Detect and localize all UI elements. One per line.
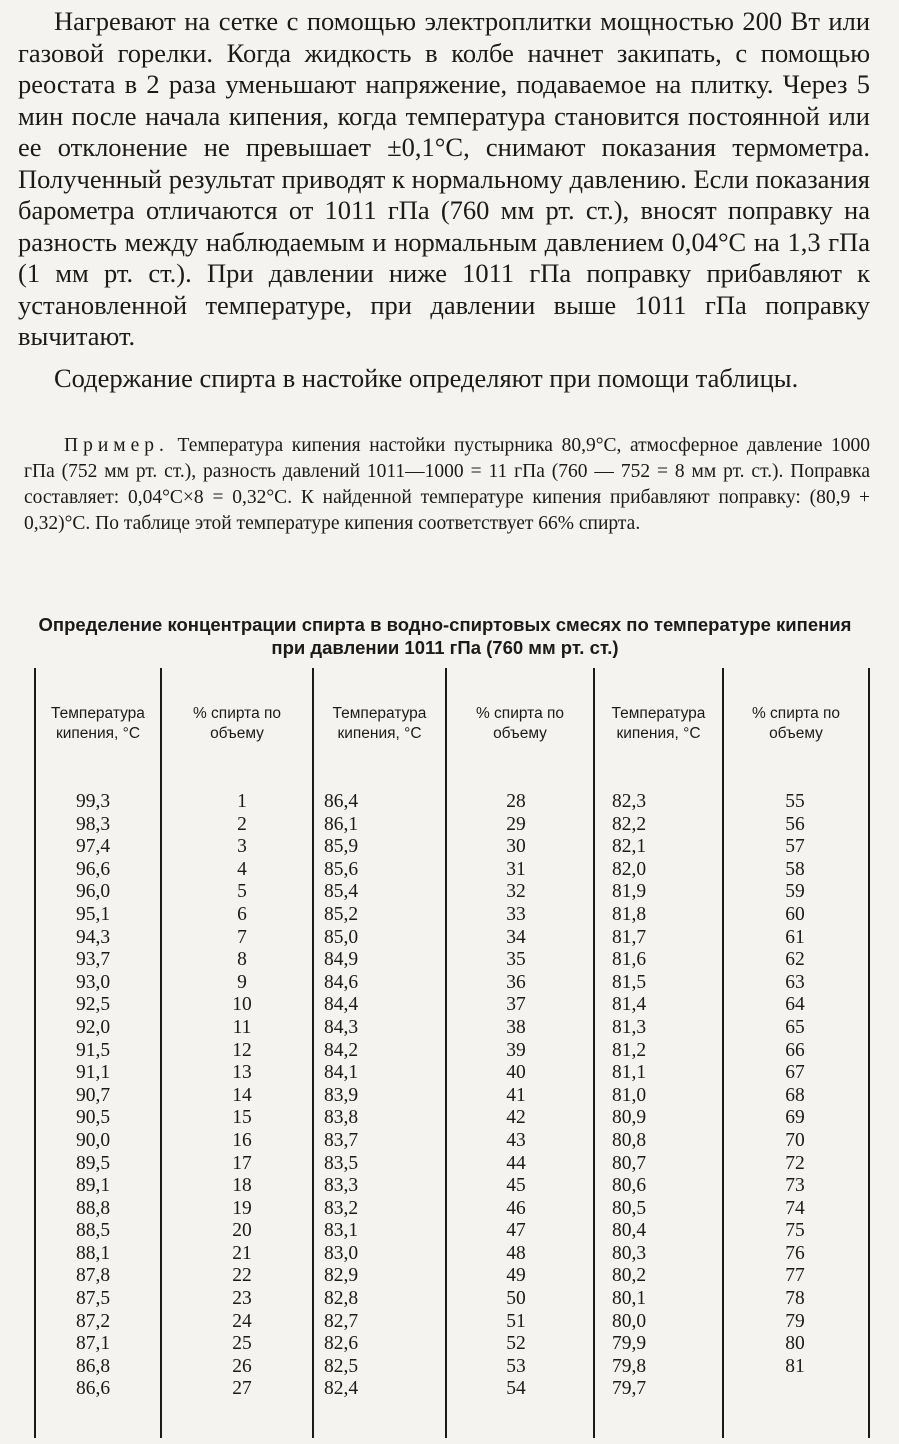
temperature-cell: 85,0	[324, 926, 359, 948]
table-divider	[593, 668, 595, 1438]
temperature-cell: 89,5	[76, 1152, 111, 1174]
percent-cell: 52	[506, 1333, 526, 1355]
temperature-cell: 80,7	[612, 1152, 647, 1174]
temperature-cell: 85,6	[324, 858, 359, 880]
temperature-cell: 95,1	[76, 903, 111, 925]
percent-cell: 66	[785, 1039, 805, 1061]
percent-cell: 54	[506, 1378, 526, 1400]
header-temperature	[314, 704, 445, 744]
percent-cell: 24	[232, 1310, 252, 1332]
percent-cell: 7	[237, 926, 247, 948]
percent-cell: 9	[237, 971, 247, 993]
percent-cell: 8	[237, 949, 247, 971]
percent-column	[775, 791, 815, 1378]
temperature-cell: 86,4	[324, 791, 359, 812]
percent-cell: 34	[506, 926, 526, 948]
table-divider	[722, 668, 724, 1438]
temperature-cell: 86,6	[76, 1378, 111, 1400]
temperature-cell: 80,8	[612, 1129, 647, 1151]
temperature-cell: 85,2	[324, 903, 359, 925]
percent-cell: 31	[506, 858, 526, 880]
percent-cell: 46	[506, 1197, 526, 1219]
percent-cell: 51	[506, 1310, 526, 1332]
temperature-cell: 80,4	[612, 1220, 647, 1242]
table-caption-line2: при давлении 1011 гПа (760 мм рт. ст.)	[271, 637, 619, 658]
temperature-cell: 80,0	[612, 1310, 647, 1332]
percent-cell: 23	[232, 1288, 252, 1310]
temperature-cell: 80,1	[612, 1288, 647, 1310]
temperature-cell: 84,6	[324, 971, 359, 993]
percent-cell: 38	[506, 1016, 526, 1038]
temperature-cell: 80,3	[612, 1242, 647, 1264]
header-temp-line1: Температура	[611, 705, 706, 722]
temperature-cell: 94,3	[76, 926, 111, 948]
table-border-left	[34, 668, 36, 1438]
percent-cell: 76	[785, 1242, 805, 1264]
percent-cell: 40	[506, 1062, 526, 1084]
header-pct-line1: % спирта по	[751, 705, 841, 722]
temperature-cell: 82,4	[324, 1378, 359, 1400]
percent-cell: 30	[506, 836, 526, 858]
percent-cell: 48	[506, 1242, 526, 1264]
percent-cell: 47	[506, 1220, 526, 1242]
percent-cell: 57	[785, 836, 805, 858]
temperature-cell: 85,4	[324, 881, 359, 903]
percent-cell: 22	[232, 1265, 252, 1287]
temperature-cell: 83,1	[324, 1220, 359, 1242]
percent-cell: 44	[506, 1152, 526, 1174]
percent-cell: 4	[237, 858, 247, 880]
temperature-column	[76, 791, 110, 1401]
temperature-cell: 97,4	[76, 836, 111, 858]
temperature-cell: 83,7	[324, 1129, 359, 1151]
header-percent	[724, 704, 868, 744]
percent-cell: 3	[237, 836, 247, 858]
temperature-cell: 84,2	[324, 1039, 359, 1061]
percent-cell: 29	[506, 813, 526, 835]
temperature-cell: 92,0	[76, 1016, 111, 1038]
header-temp-line1: Температура	[332, 705, 427, 722]
percent-cell: 68	[785, 1084, 805, 1106]
temperature-cell: 92,5	[76, 994, 111, 1016]
temperature-cell: 79,8	[612, 1355, 647, 1377]
percent-cell: 58	[785, 858, 805, 880]
percent-cell: 78	[785, 1288, 805, 1310]
temperature-cell: 99,3	[76, 791, 111, 812]
temperature-cell: 82,1	[612, 836, 647, 858]
temperature-cell: 81,9	[612, 881, 647, 903]
temperature-cell: 82,0	[612, 858, 647, 880]
table-divider	[445, 668, 447, 1438]
percent-cell: 61	[785, 926, 805, 948]
header-pct-line2: объему	[769, 725, 823, 742]
temperature-cell: 87,1	[76, 1333, 111, 1355]
temperature-cell: 82,9	[324, 1265, 359, 1287]
percent-cell: 20	[232, 1220, 252, 1242]
temperature-cell: 81,6	[612, 949, 647, 971]
header-pct-line2: объему	[493, 725, 547, 742]
percent-cell: 26	[232, 1355, 252, 1377]
percent-cell: 69	[785, 1107, 805, 1129]
example-text: Температура кипения настойки пустырника 80,9°С, атмосферное давление 1000 гПа (752 мм рт. ст.), разность давлений 1011—1000 = 11 гПа (760 — 752 = 8 мм рт. ст.). Поправка составляет: 0,04°С×8 = 0,32°С. К найденной температуре кипения прибавляют поправку: (80,9 + 0,32)°С. По таблице этой температуре кипения соответствует 66% спирта.	[24, 435, 870, 534]
percent-column	[496, 791, 536, 1401]
header-pct-line2: объему	[210, 725, 264, 742]
temperature-cell: 83,0	[324, 1242, 359, 1264]
temperature-cell: 81,3	[612, 1016, 647, 1038]
temperature-cell: 87,8	[76, 1265, 111, 1287]
procedure-paragraph: Нагревают на сетке с помощью электроплитки мощностью 200 Вт или газовой горелки. Когда жидкость в колбе начнет закипать, с помощью реостата в 2 раза уменьшают напряжение, подаваемое на плитку. Через 5 мин после начала кипения, когда температура становится постоянной или ее отклонение не превышает ±0,1°С, снимают показания термометра. Полученный результат приводят к нормальному давлению. Если показания барометра отличаются от 1011 гПа (760 мм рт. ст.), вносят поправку на разность между наблюдаемым и нормальным давлением 0,04°С на 1,3 гПа (1 мм рт. ст.). При давлении ниже 1011 гПа поправку прибавляют к установленной температуре, при давлении выше 1011 гПа поправку вычитают.	[18, 6, 870, 351]
percent-cell: 2	[237, 813, 247, 835]
percent-column	[222, 791, 262, 1401]
percent-cell: 42	[506, 1107, 526, 1129]
percent-cell: 65	[785, 1016, 805, 1038]
percent-cell: 56	[785, 813, 805, 835]
temperature-cell: 81,8	[612, 903, 647, 925]
percent-cell: 49	[506, 1265, 526, 1287]
header-temp-line2: кипения, °С	[337, 725, 422, 742]
table-border-right	[868, 668, 870, 1438]
percent-cell: 64	[785, 994, 805, 1016]
temperature-cell: 81,1	[612, 1062, 647, 1084]
temperature-cell: 79,7	[612, 1378, 647, 1400]
temperature-cell: 83,2	[324, 1197, 359, 1219]
temperature-cell: 80,6	[612, 1175, 647, 1197]
percent-cell: 32	[506, 881, 526, 903]
percent-cell: 16	[232, 1129, 252, 1151]
temperature-cell: 81,7	[612, 926, 647, 948]
header-temp-line2: кипения, °С	[55, 725, 141, 742]
percent-cell: 19	[232, 1197, 252, 1219]
percent-cell: 41	[506, 1084, 526, 1106]
percent-cell: 77	[785, 1265, 805, 1287]
percent-cell: 43	[506, 1129, 526, 1151]
temperature-cell: 90,0	[76, 1129, 111, 1151]
percent-cell: 53	[506, 1355, 526, 1377]
temperature-cell: 79,9	[612, 1333, 647, 1355]
temperature-cell: 82,6	[324, 1333, 359, 1355]
percent-cell: 72	[785, 1152, 805, 1174]
temperature-cell: 82,2	[612, 813, 647, 835]
percent-cell: 35	[506, 949, 526, 971]
temperature-cell: 83,3	[324, 1175, 359, 1197]
percent-cell: 11	[232, 1016, 252, 1038]
temperature-cell: 88,1	[76, 1242, 111, 1264]
temperature-cell: 86,8	[76, 1355, 111, 1377]
percent-cell: 14	[232, 1084, 252, 1106]
temperature-cell: 80,9	[612, 1107, 647, 1129]
temperature-cell: 96,6	[76, 858, 111, 880]
percent-cell: 25	[232, 1333, 252, 1355]
temperature-cell: 84,1	[324, 1062, 359, 1084]
header-percent	[162, 704, 312, 744]
percent-cell: 60	[785, 903, 805, 925]
temperature-cell: 80,2	[612, 1265, 647, 1287]
percent-cell: 67	[785, 1062, 805, 1084]
percent-cell: 45	[506, 1175, 526, 1197]
temperature-cell: 87,2	[76, 1310, 111, 1332]
temperature-cell: 82,8	[324, 1288, 359, 1310]
temperature-cell: 96,0	[76, 881, 111, 903]
temperature-cell: 86,1	[324, 813, 359, 835]
temperature-cell: 81,2	[612, 1039, 647, 1061]
temperature-cell: 93,0	[76, 971, 111, 993]
percent-cell: 74	[785, 1197, 805, 1219]
temperature-cell: 80,5	[612, 1197, 647, 1219]
temperature-cell: 98,3	[76, 813, 111, 835]
header-temp-line2: кипения, °С	[616, 725, 701, 742]
percent-cell: 33	[506, 903, 526, 925]
temperature-cell: 93,7	[76, 949, 111, 971]
header-temp-line1: Температура	[51, 705, 145, 722]
temperature-cell: 90,7	[76, 1084, 111, 1106]
temperature-cell: 82,3	[612, 791, 647, 812]
temperature-cell: 82,7	[324, 1310, 359, 1332]
header-temperature	[36, 704, 160, 744]
table-reference-paragraph: Содержание спирта в настойке определяют при помощи таблицы.	[54, 363, 799, 393]
temperature-cell: 87,5	[76, 1288, 111, 1310]
percent-cell: 5	[237, 881, 247, 903]
percent-cell: 70	[785, 1129, 805, 1151]
percent-cell: 73	[785, 1175, 805, 1197]
table-caption-line1: Определение концентрации спирта в водно-спиртовых смесях по температуре кипения	[38, 614, 852, 635]
temperature-cell: 90,5	[76, 1107, 111, 1129]
percent-cell: 39	[506, 1039, 526, 1061]
percent-cell: 50	[506, 1288, 526, 1310]
percent-cell: 6	[237, 903, 247, 925]
percent-cell: 81	[785, 1355, 805, 1377]
header-percent	[447, 704, 593, 744]
percent-cell: 37	[506, 994, 526, 1016]
temperature-column	[324, 791, 358, 1401]
temperature-cell: 82,5	[324, 1355, 359, 1377]
percent-cell: 79	[785, 1310, 805, 1332]
temperature-cell: 91,5	[76, 1039, 111, 1061]
percent-cell: 75	[785, 1220, 805, 1242]
temperature-cell: 85,9	[324, 836, 359, 858]
temperature-cell: 84,3	[324, 1016, 359, 1038]
table-caption	[20, 613, 870, 659]
percent-cell: 55	[785, 791, 805, 812]
temperature-cell: 83,9	[324, 1084, 359, 1106]
example-label: Пример.	[64, 435, 169, 456]
concentration-table	[20, 668, 870, 1438]
temperature-cell: 88,8	[76, 1197, 111, 1219]
temperature-cell: 83,5	[324, 1152, 359, 1174]
percent-cell: 59	[785, 881, 805, 903]
percent-cell: 18	[232, 1175, 252, 1197]
temperature-cell: 84,4	[324, 994, 359, 1016]
header-temperature	[595, 704, 722, 744]
temperature-column	[612, 791, 646, 1401]
percent-cell: 12	[232, 1039, 252, 1061]
temperature-cell: 88,5	[76, 1220, 111, 1242]
percent-cell: 1	[237, 791, 247, 812]
percent-cell: 36	[506, 971, 526, 993]
percent-cell: 10	[232, 994, 252, 1016]
percent-cell: 62	[785, 949, 805, 971]
percent-cell: 80	[785, 1333, 805, 1355]
percent-cell: 28	[506, 791, 526, 812]
percent-cell: 15	[232, 1107, 252, 1129]
percent-cell: 17	[232, 1152, 252, 1174]
percent-cell: 63	[785, 971, 805, 993]
percent-cell: 21	[232, 1242, 252, 1264]
temperature-cell: 89,1	[76, 1175, 111, 1197]
temperature-cell: 81,5	[612, 971, 647, 993]
temperature-cell: 81,4	[612, 994, 647, 1016]
temperature-cell: 84,9	[324, 949, 359, 971]
percent-cell: 13	[232, 1062, 252, 1084]
table-divider	[160, 668, 162, 1438]
header-pct-line1: % спирта по	[475, 705, 565, 722]
header-pct-line1: % спирта по	[192, 705, 282, 722]
temperature-cell: 81,0	[612, 1084, 647, 1106]
temperature-cell: 83,8	[324, 1107, 359, 1129]
temperature-cell: 91,1	[76, 1062, 111, 1084]
example-paragraph	[24, 433, 870, 537]
table-divider	[312, 668, 314, 1438]
percent-cell: 27	[232, 1378, 252, 1400]
